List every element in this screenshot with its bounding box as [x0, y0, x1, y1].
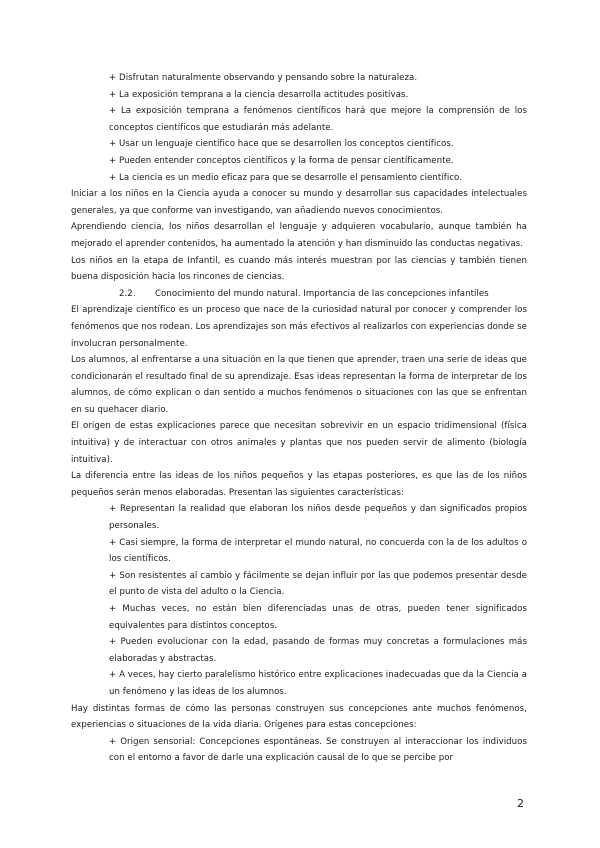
bullet-item: + A veces, hay cierto paralelismo histórico entre explicaciones inadecuadas que da la Ciencia a un fenómeno y las ideas de los alumnos. [109, 670, 527, 697]
section-number: 2.2. [119, 288, 136, 299]
bullet-item: + Casi siempre, la forma de interpretar el mundo natural, no concuerda con la de los adultos o los científicos. [109, 537, 527, 565]
paragraph: Iniciar a los niños en la Ciencia ayuda a conocer su mundo y desarrollar sus capacidades intelectuales generales, ya que conforme van investigando, van añadiendo nuevos conocimientos. [71, 189, 527, 216]
bullet-item: + Muchas veces, no están bien diferenciadas unas de otras, pueden tener significados equivalentes para distintos conceptos. [109, 604, 527, 631]
bullet-item: + Origen sensorial: Concepciones espontáneas. Se construyen al interaccionar los individuos con el entorno a favor de darle una explicación causal de lo que se percibe por [109, 736, 527, 764]
paragraph: El origen de estas explicaciones parece que necesitan sobrevivir en un espacio tridimensional (física intuitiva) y de interactuar con otros animales y plantas que nos pueden servir de alimento (biología intuitiva). [71, 421, 527, 465]
bullet-item: + Son resistentes al cambio y fácilmente se dejan influir por las que podemos presentar desde el punto de vista del adulto o la Ciencia. [109, 570, 527, 598]
bullet-item: + La exposición temprana a la ciencia desarrolla actitudes positivas. [109, 89, 409, 100]
section-heading [71, 286, 527, 303]
paragraph: El aprendizaje científico es un proceso que nace de la curiosidad natural por conocer y comprender los fenómenos que nos rodean. Los aprendizajes son más efectivos al realizarlos con experiencias donde se involucran personalmente. [71, 305, 527, 349]
paragraph: La diferencia entre las ideas de los niños pequeños y las etapas posteriores, es que las de los niños pequeños serán menos elaboradas. Presentan las siguientes características: [71, 471, 527, 498]
section-title: Conocimiento del mundo natural. Importancia de las concepciones infantiles [155, 288, 489, 299]
body-text [71, 70, 527, 767]
bullet-item: + Usar un lenguaje científico hace que se desarrollen los conceptos científicos. [109, 139, 454, 150]
paragraph: Los alumnos, al enfrentarse a una situación en la que tienen que aprender, traen una serie de ideas que condicionarán el resultado final de su aprendizaje. Esas ideas representan la forma de interpretar de los alumnos, de cómo explican o dan sentido a muchos fenómenos o situaciones con las que se enfrentan en su quehacer diario. [71, 355, 527, 415]
paragraph: Aprendiendo ciencia, los niños desarrollan el lenguaje y adquieren vocabulario, aunque también ha mejorado el aprender contenidos, ha aumentado la atención y han disminuido las conductas negativas. [71, 222, 527, 249]
bullet-item: + La ciencia es un medio eficaz para que se desarrolle el pensamiento científico. [109, 172, 462, 183]
bullet-item: + Disfrutan naturalmente observando y pensando sobre la naturaleza. [109, 73, 418, 83]
page-number: 2 [517, 797, 525, 810]
bullet-item: + Pueden entender conceptos científicos y la forma de pensar científicamente. [109, 155, 454, 166]
bullet-item: + Pueden evolucionar con la edad, pasando de formas muy concretas a formulaciones más elaboradas y abstractas. [109, 637, 527, 664]
bullet-item: + Representan la realidad que elaboran los niños desde pequeños y dan significados propios personales. [109, 504, 527, 532]
paragraph: Los niños en la etapa de Infantil, es cuando más interés muestran por las ciencias y también tienen buena disposición hacia los rincones de ciencias. [71, 255, 527, 283]
bullet-item: + La exposición temprana a fenómenos científicos hará que mejore la comprensión de los conceptos científicos que estudiarán más adelante. [109, 106, 527, 133]
paragraph: Hay distintas formas de cómo las personas construyen sus concepciones ante muchos fenómenos, experiencias o situaciones de la vida diaria. Orígenes para estas concepciones: [71, 703, 527, 731]
